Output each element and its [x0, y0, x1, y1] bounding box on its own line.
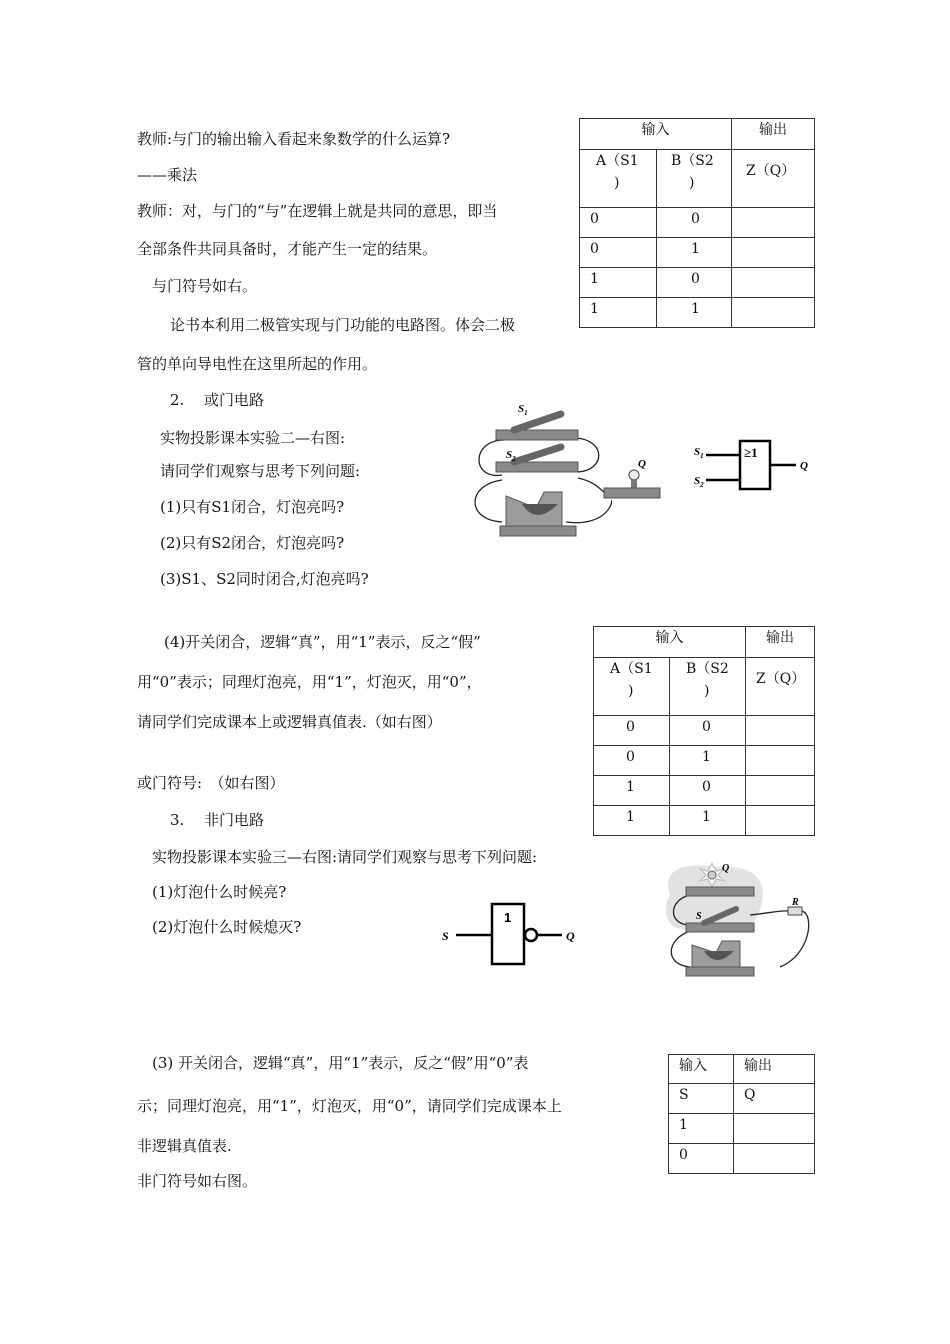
text-line: 非逻辑真值表. — [137, 1137, 232, 1155]
table-header: 输出 — [734, 1055, 815, 1084]
table-header: B（S2 ) — [657, 150, 732, 208]
table-row: 0 0 — [594, 716, 815, 746]
lamp-illustration — [600, 455, 662, 505]
table-header: 输入 — [594, 627, 746, 658]
section-number: 3. — [170, 811, 185, 829]
table-row: 1 1 — [580, 298, 815, 328]
table-header: 输入 — [580, 119, 732, 150]
section-number: 2. — [170, 391, 185, 409]
text-line: (1)灯泡什么时候亮? — [152, 883, 287, 901]
text-line: (3)S1、S2同时闭合,灯泡亮吗? — [160, 570, 369, 588]
and-truth-table — [579, 118, 815, 328]
gate-label: ≥1 — [744, 445, 758, 460]
text-line: 与门符号如右。 — [152, 277, 258, 295]
table-row: 0 1 — [580, 238, 815, 268]
table-header: Z（Q） — [746, 658, 815, 716]
table-row: 0 1 — [594, 746, 815, 776]
or-gate-symbol — [692, 435, 814, 495]
table-row: 1 0 — [580, 268, 815, 298]
q-label: Q — [722, 863, 730, 874]
table-header: 输出 — [746, 627, 815, 658]
table-header: 输出 — [732, 119, 815, 150]
s-label: S — [696, 911, 702, 922]
section-heading: 非门电路 — [204, 811, 265, 829]
text-line: 请同学们观察与思考下列问题: — [160, 462, 361, 480]
section-heading: 或门电路 — [204, 391, 265, 409]
table-header: Z（Q） — [732, 150, 815, 208]
table-row: 1 0 — [594, 776, 815, 806]
text-line: 论书本利用二极管实现与门功能的电路图。体会二极 — [170, 316, 516, 334]
s1-label: $S_1$ — [694, 446, 704, 460]
text-line: 教师:与门的输出输入看起来象数学的什么运算? — [137, 130, 451, 148]
or-circuit-illustration — [466, 400, 612, 545]
or-truth-table — [593, 626, 815, 836]
s1-label: $S_1$ — [518, 403, 528, 417]
text-line: 示；同理灯泡亮，用“1”，灯泡灭，用“0”，请同学们完成课本上 — [137, 1097, 562, 1115]
table-header: A（S1 ) — [580, 150, 657, 208]
table-row: 1 — [669, 1114, 815, 1144]
q-label: Q — [800, 460, 808, 472]
not-truth-table — [668, 1054, 815, 1174]
text-line: 请同学们完成课本上或逻辑真值表.（如右图） — [137, 713, 442, 731]
text-line: 或门符号: （如右图） — [137, 774, 285, 792]
s2-label: $S_2$ — [694, 475, 704, 489]
s2-label: $S_2$ — [506, 449, 516, 463]
text-line: (2)灯泡什么时候熄灭? — [152, 918, 302, 936]
text-line: ——乘法 — [137, 166, 198, 184]
table-header: 输入 — [669, 1055, 734, 1084]
q-label: Q — [566, 929, 575, 943]
q-label: Q — [638, 458, 646, 470]
table-row: S Q — [669, 1084, 815, 1114]
s-label: S — [442, 929, 449, 943]
not-gate-symbol — [438, 900, 588, 970]
text-line: 实物投影课本实验二—右图: — [160, 429, 346, 447]
text-line: (4)开关闭合，逻辑“真”，用“1”表示，反之“假” — [164, 633, 481, 651]
table-header: A（S1 ) — [594, 658, 670, 716]
table-row: 1 1 — [594, 806, 815, 836]
text-line: (2)只有S2闭合，灯泡亮吗? — [160, 534, 345, 552]
gate-label: 1 — [504, 910, 512, 925]
text-line: 非门符号如右图。 — [137, 1172, 258, 1190]
text-line: 全部条件共同具备时，才能产生一定的结果。 — [137, 240, 438, 258]
text-line: 实物投影课本实验三—右图:请同学们观察与思考下列问题: — [152, 848, 538, 866]
text-line: 管的单向导电性在这里所起的作用。 — [137, 355, 378, 373]
table-header: B（S2 ) — [670, 658, 746, 716]
table-row: 0 — [669, 1144, 815, 1174]
table-row: 0 0 — [580, 208, 815, 238]
text-line: 用“0”表示；同理灯泡亮，用“1”，灯泡灭，用“0”， — [137, 673, 482, 691]
not-circuit-illustration — [660, 855, 815, 990]
text-line: (3) 开关闭合，逻辑“真”，用“1”表示，反之“假”用“0”表 — [152, 1054, 529, 1072]
text-line: (1)只有S1闭合，灯泡亮吗? — [160, 498, 345, 516]
r-label: R — [792, 897, 799, 908]
text-line: 教师：对，与门的“与”在逻辑上就是共同的意思，即当 — [137, 202, 498, 220]
